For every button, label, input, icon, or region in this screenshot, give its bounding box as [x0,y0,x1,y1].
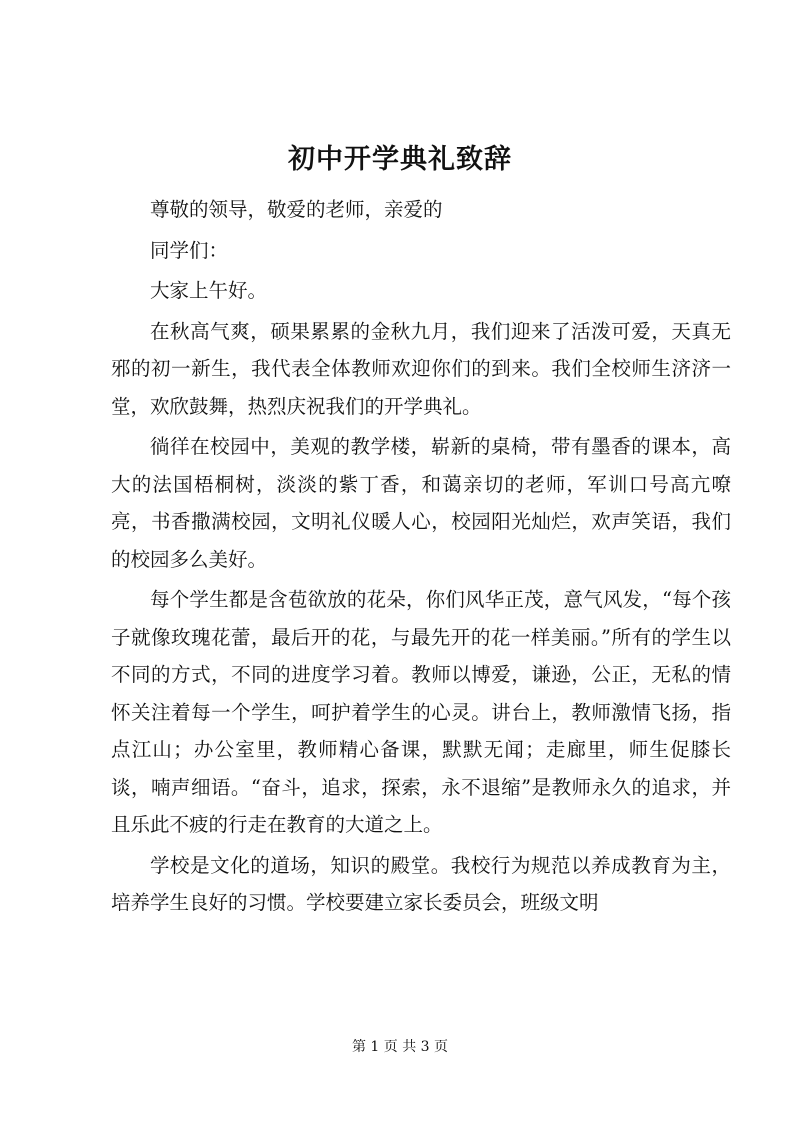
paragraph-school-culture: 学校是文化的道场，知识的殿堂。我校行为规范以养成教育为主，培养学生良好的习惯。学校要建立家长委员会，班级文明 [111,853,731,914]
document-body [111,191,731,925]
paragraph-campus: 徜徉在校园中，美观的教学楼，崭新的桌椅，带有墨香的课本，高大的法国梧桐树，淡淡的紫丁香，和蔼亲切的老师，军训口号高亢嘹亮，书香撒满校园，文明礼仪暖人心，校园阳光灿烂，欢声笑语，我们的校园多么美好。 [111,435,731,571]
paragraph-good-morning: 大家上午好。 [150,279,268,302]
page-number-footer: 第 1 页 共 3 页 [351,1039,449,1055]
paragraph-greeting: 尊敬的领导，敬爱的老师，亲爱的 [150,198,443,221]
paragraph-students-teachers: 每个学生都是含苞欲放的花朵，你们风华正茂，意气风发，“每个孩子就像玫瑰花蕾，最后开的花，与最先开的花一样美丽。”所有的学生以不同的方式，不同的进度学习着。教师以博爱，谦逊，公正，无私的情怀关注着每一个学生，呵护着学生的心灵。讲台上，教师激情飞扬，指点江山；办公室里，教师精心备课，默默无闻；走廊里，师生促膝长谈，喃声细语。“奋斗，追求，探索，永不退缩”是教师永久的追求，并且乐此不疲的行走在教育的大道之上。 [111,588,731,836]
document-title: 初中开学典礼致辞 [288,144,512,175]
paragraph-greeting-students: 同学们： [150,238,229,262]
paragraph-welcome: 在秋高气爽，硕果累累的金秋九月，我们迎来了活泼可爱，天真无邪的初一新生，我代表全体教师欢迎你们的到来。我们全校师生济济一堂，欢欣鼓舞，热烈庆祝我们的开学典礼。 [111,319,731,418]
